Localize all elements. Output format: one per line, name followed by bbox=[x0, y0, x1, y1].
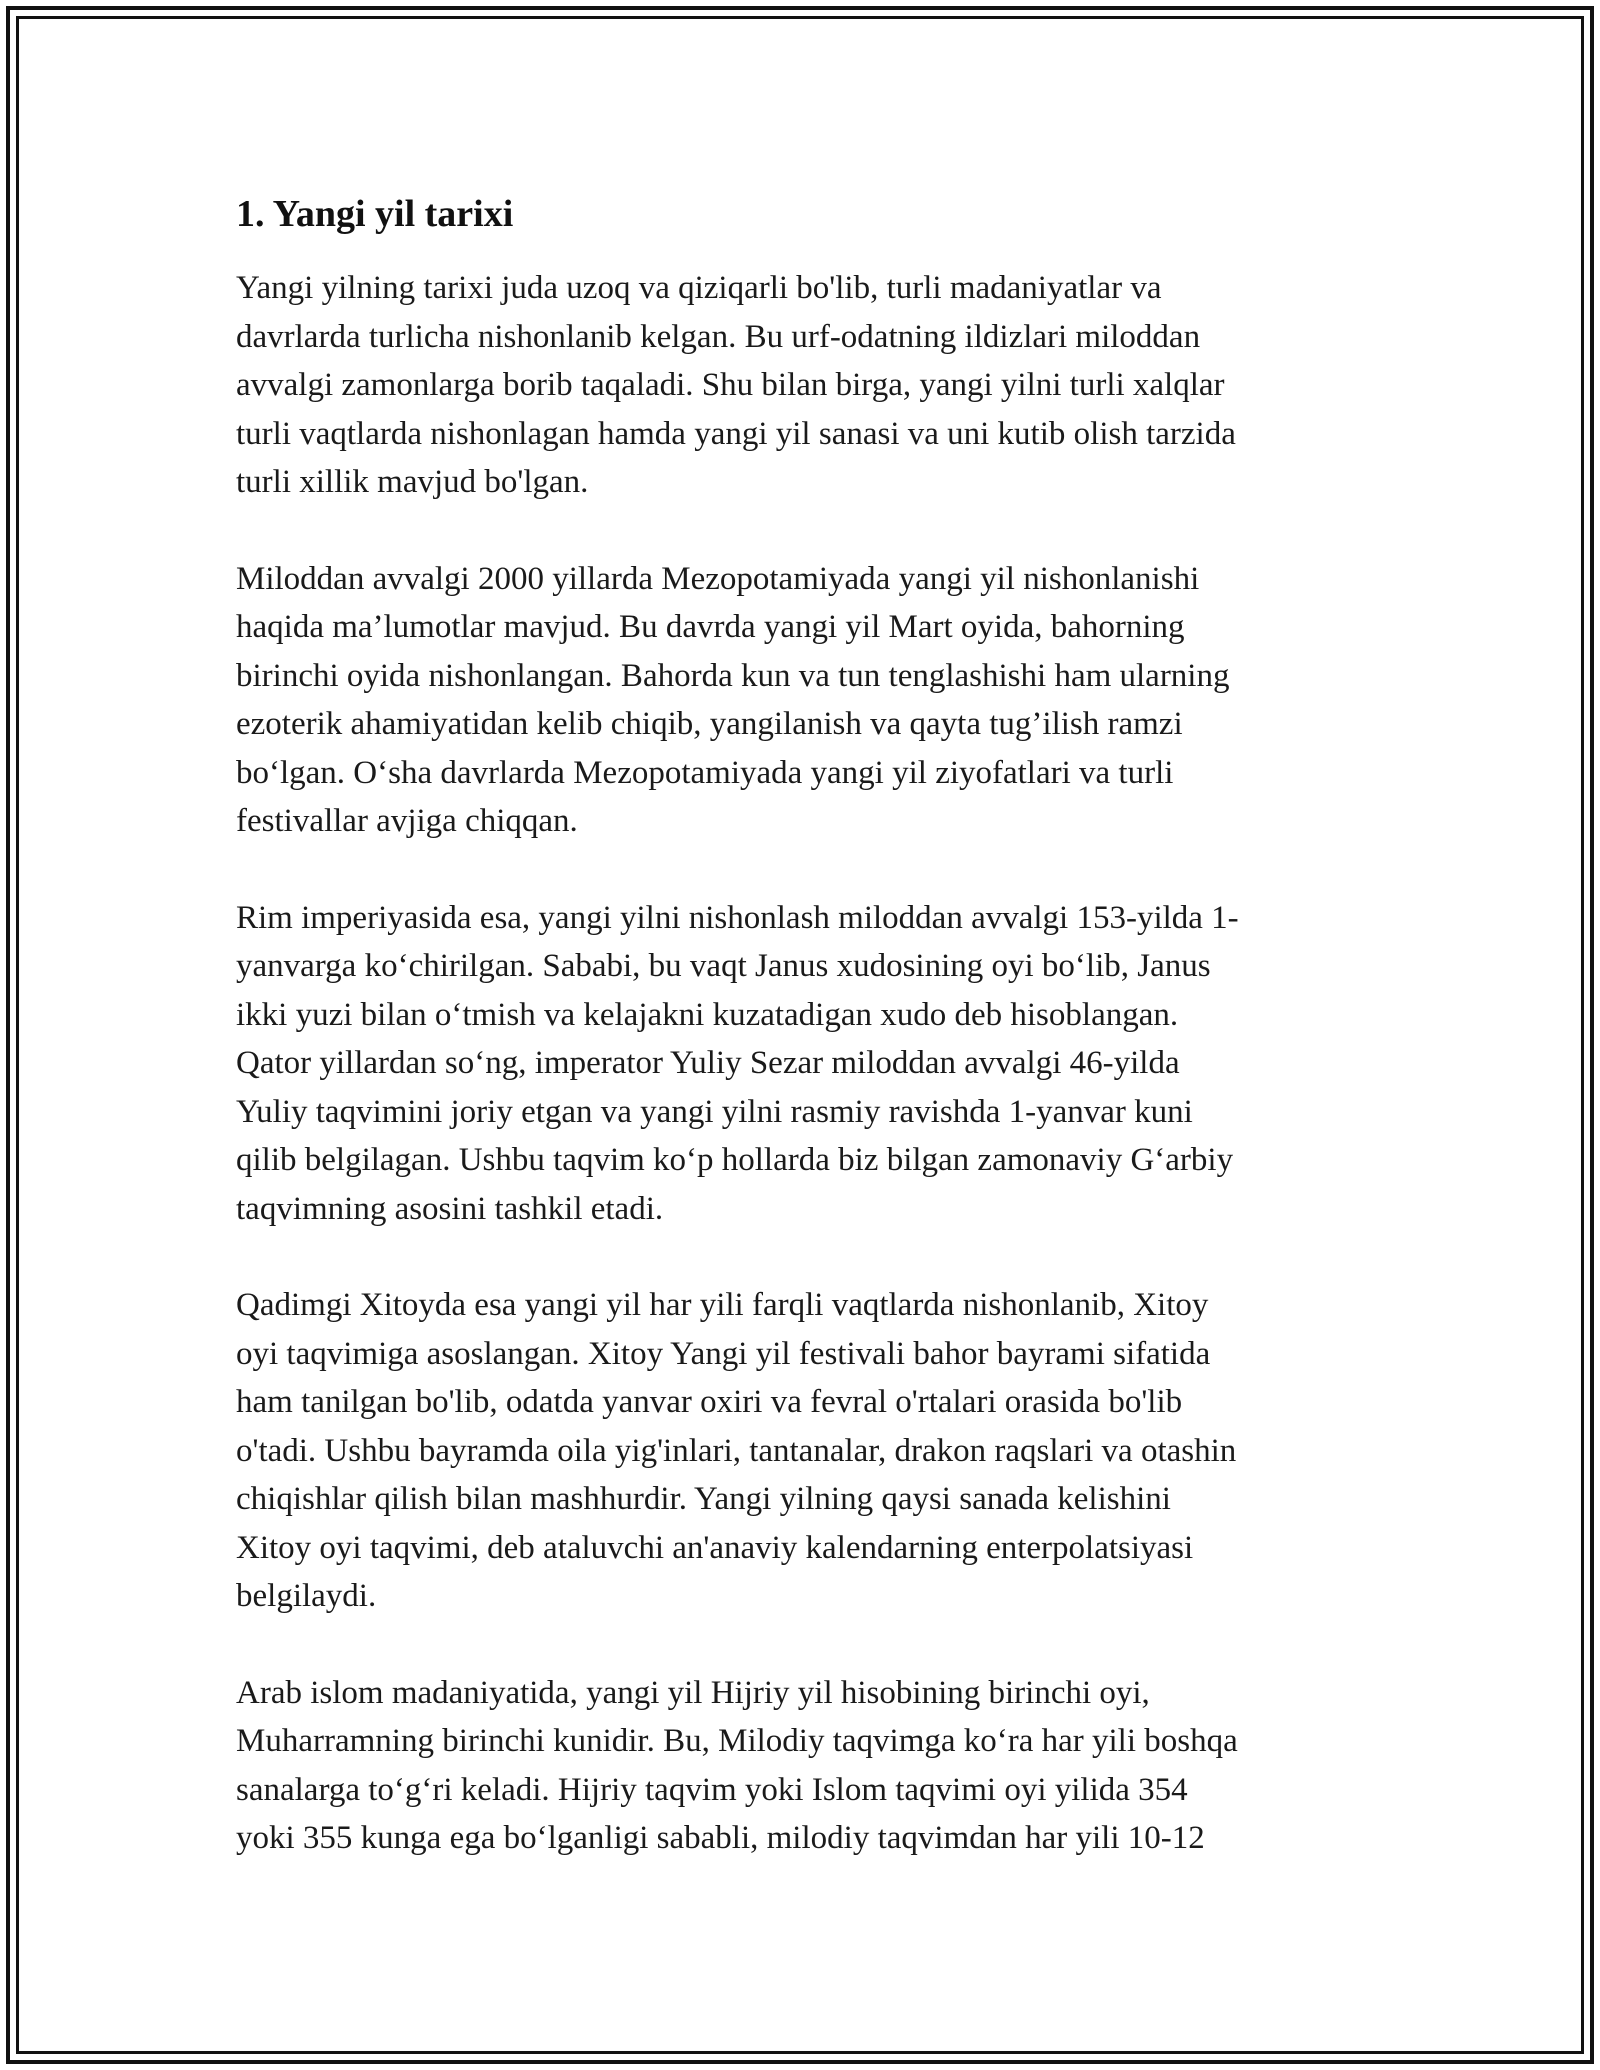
paragraph-line: ikki yuzi bilan o‘tmish va kelajakni kuzatadigan xudo deb hisoblangan. bbox=[236, 996, 1179, 1033]
paragraph-line: Arab islom madaniyatida, yangi yil Hijriy yil hisobining birinchi oyi, bbox=[236, 1674, 1150, 1711]
paragraph-line: festivallar avjiga chiqqan. bbox=[236, 803, 578, 839]
paragraph-line: Muharramning birinchi kunidir. Bu, Milodiy taqvimga ko‘ra har yili boshqa bbox=[236, 1723, 1238, 1759]
paragraph-line: Rim imperiyasida esa, yangi yilni nishonlash miloddan avvalgi 153-yilda 1- bbox=[236, 899, 1239, 936]
paragraph-intro bbox=[236, 264, 1356, 507]
paragraph-line: turli xillik mavjud bo'lgan. bbox=[236, 464, 589, 500]
paragraph-line: chiqishlar qilish bilan mashhurdir. Yangi yilning qaysi sanada kelishini bbox=[236, 1481, 1171, 1517]
paragraph-line: taqvimning asosini tashkil etadi. bbox=[236, 1190, 664, 1227]
paragraph-line: haqida ma’lumotlar mavjud. Bu davrda yangi yil Mart oyida, bahorning bbox=[236, 609, 1185, 645]
paragraph-line: avvalgi zamonlarga borib taqaladi. Shu bilan birga, yangi yilni turli xalqlar bbox=[236, 367, 1225, 403]
paragraph-line: ham tanilgan bo'lib, odatda yanvar oxiri va fevral o'rtalari orasida bo'lib bbox=[236, 1384, 1183, 1420]
paragraph-mesopotamia bbox=[236, 555, 1356, 846]
paragraph-line: oyi taqvimiga asoslangan. Xitoy Yangi yil festivali bahor bayrami sifatida bbox=[236, 1335, 1211, 1372]
paragraph-line: turli vaqtlarda nishonlagan hamda yangi yil sanasi va uni kutib olish tarzida bbox=[236, 415, 1236, 452]
paragraph-line: Qator yillardan so‘ng, imperator Yuliy Sezar miloddan avvalgi 46-yilda bbox=[236, 1045, 1180, 1081]
paragraph-line: yoki 355 kunga ega bo‘lganligi sababli, milodiy taqvimdan har yili 10-12 bbox=[236, 1820, 1205, 1856]
paragraph-line: bo‘lgan. O‘sha davrlarda Mezopotamiyada yangi yil ziyofatlari va turli bbox=[236, 754, 1174, 791]
paragraph-line: sanalarga to‘g‘ri keladi. Hijriy taqvim yoki Islom taqvimi oyi yilida 354 bbox=[236, 1771, 1188, 1808]
paragraph-line: Qadimgi Xitoyda esa yangi yil har yili farqli vaqtlarda nishonlanib, Xitoy bbox=[236, 1287, 1209, 1323]
paragraph-line: yanvarga ko‘chirilgan. Sababi, bu vaqt Janus xudosining oyi bo‘lib, Janus bbox=[236, 948, 1211, 984]
paragraph-rome bbox=[236, 894, 1356, 1234]
paragraph-line: Yuliy taqvimini joriy etgan va yangi yilni rasmiy ravishda 1-yanvar kuni bbox=[236, 1093, 1193, 1130]
paragraph-line: Yangi yilning tarixi juda uzoq va qiziqarli bo'lib, turli madaniyatlar va bbox=[236, 270, 1162, 306]
paragraph-line: davrlarda turlicha nishonlanib kelgan. Bu urf-odatning ildizlari miloddan bbox=[236, 318, 1201, 355]
paragraph-china bbox=[236, 1281, 1356, 1621]
paragraph-line: Miloddan avvalgi 2000 yillarda Mezopotamiyada yangi yil nishonlanishi bbox=[236, 560, 1200, 597]
paragraph-line: birinchi oyida nishonlangan. Bahorda kun va tun tenglashishi ham ularning bbox=[236, 657, 1230, 694]
paragraph-line: Xitoy oyi taqvimi, deb ataluvchi an'anaviy kalendarning enterpolatsiyasi bbox=[236, 1529, 1194, 1566]
paragraph-arab-islam bbox=[236, 1669, 1356, 1863]
paragraph-line: qilib belgilagan. Ushbu taqvim ko‘p hollarda biz bilgan zamonaviy G‘arbiy bbox=[236, 1142, 1234, 1178]
paragraph-line: o'tadi. Ushbu bayramda oila yig'inlari, tantanalar, drakon raqslari va otashin bbox=[236, 1432, 1237, 1469]
section-heading: 1. Yangi yil tarixi bbox=[236, 193, 514, 235]
paragraph-line: ezoterik ahamiyatidan kelib chiqib, yangilanish va qayta tug’ilish ramzi bbox=[236, 706, 1183, 742]
paragraph-line: belgilaydi. bbox=[236, 1578, 377, 1614]
document-body bbox=[236, 190, 1356, 1911]
